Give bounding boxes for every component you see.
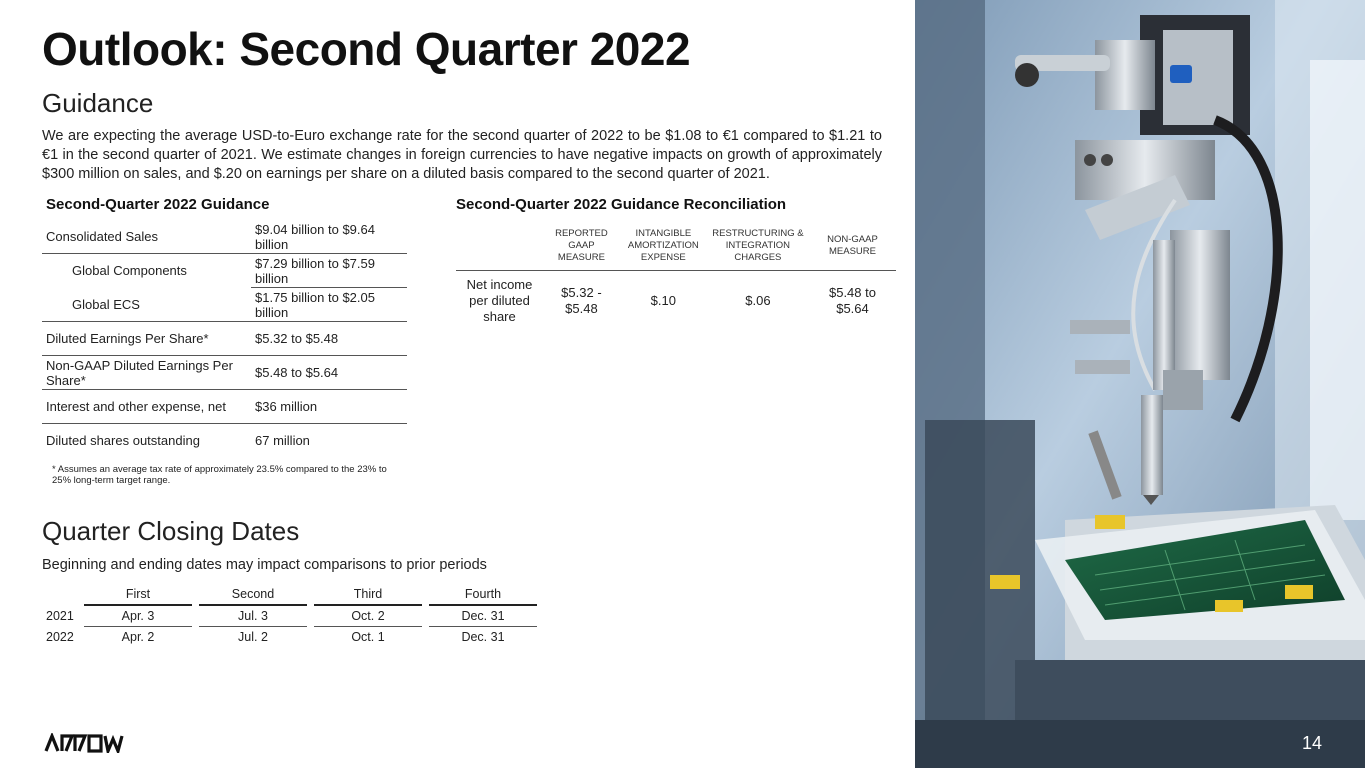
date-cell: Dec. 31	[429, 605, 537, 627]
guidance-heading: Guidance	[42, 88, 154, 118]
closing-heading: Quarter Closing Dates	[42, 516, 300, 546]
date-cell: Dec. 31	[461, 630, 505, 644]
date-cell: Apr. 2	[121, 630, 155, 644]
table-row	[456, 271, 896, 332]
guidance-paragraph: We are expecting the average USD-to-Euro exchange rate for the second quarter of 2022 to be $1.08 to €1 compared to $1.21 to €1 in the second quarter of 2021. We estimate changes in foreign currencies to have negative impacts on growth of approximately $300 million on sales, and $.20 on earnings per share on a diluted basis compared to the second quarter of 2021.	[42, 128, 882, 182]
row-value: $5.32 to $5.48	[251, 322, 407, 356]
guidance-table-title: Second-Quarter 2022 Guidance	[46, 196, 270, 213]
arrow-logo	[44, 733, 130, 753]
date-cell: Jul. 3	[199, 605, 307, 627]
non-gaap-value: $5.48 to $5.64	[828, 285, 876, 316]
col-first: First	[84, 584, 192, 605]
hero-photo	[915, 0, 1365, 768]
row-value: 67 million	[255, 433, 310, 448]
header-reported-gaap: REPORTED GAAP MEASURE	[543, 226, 620, 271]
row-label: Diluted Earnings Per Share*	[42, 322, 251, 356]
table-header-row	[456, 226, 896, 271]
row-label: Global Components	[72, 263, 187, 279]
guidance-table	[42, 220, 407, 457]
year-label: 2022	[46, 629, 74, 644]
reconciliation-table	[456, 226, 896, 331]
table-row	[42, 288, 407, 322]
year-label: 2021	[46, 608, 74, 623]
header-empty	[456, 226, 543, 271]
table-row	[42, 605, 537, 627]
header-non-gaap: NON-GAAP MEASURE	[809, 226, 896, 271]
col-third: Third	[314, 584, 422, 605]
table-row	[42, 356, 407, 390]
footnote: * Assumes an average tax rate of approximately 23.5% compared to the 23% to 25% long-term target range.	[52, 464, 387, 486]
table-row	[42, 254, 407, 288]
page-number: 14	[1302, 733, 1323, 753]
row-value: $36 million	[251, 390, 407, 424]
header-empty	[42, 584, 84, 605]
row-value: $9.04 billion to $9.64 billion	[251, 220, 407, 254]
table-row	[42, 390, 407, 424]
restructuring-value: $.06	[745, 293, 771, 308]
row-label: Non-GAAP Diluted Earnings Per Share*	[42, 356, 251, 390]
header-intangible-amortization: INTANGIBLE AMORTIZATION EXPENSE	[620, 226, 707, 271]
row-label: Interest and other expense, net	[42, 390, 251, 424]
page-title: Outlook: Second Quarter 2022	[42, 23, 691, 75]
date-cell: Oct. 2	[314, 605, 422, 627]
col-second: Second	[199, 584, 307, 605]
header-restructuring: RESTRUCTURING & INTEGRATION CHARGES	[707, 226, 809, 271]
date-cell: Oct. 1	[351, 630, 385, 644]
reconciliation-title: Second-Quarter 2022 Guidance Reconciliation	[456, 196, 787, 213]
closing-dates-table	[42, 584, 537, 647]
date-cell: Jul. 2	[238, 630, 268, 644]
reported-gaap-value: $5.32 - $5.48	[561, 285, 602, 316]
row-value: $5.48 to $5.64	[251, 356, 407, 390]
date-cell: Apr. 3	[84, 605, 192, 627]
col-fourth: Fourth	[429, 584, 537, 605]
row-label: Net income per diluted share	[466, 277, 533, 324]
row-label: Global ECS	[42, 288, 251, 322]
table-row	[42, 627, 537, 648]
table-header-row	[42, 584, 537, 605]
intangible-value: $.10	[650, 293, 676, 308]
row-label: Consolidated Sales	[42, 220, 251, 254]
row-value: $1.75 billion to $2.05 billion	[251, 288, 407, 322]
closing-subtitle: Beginning and ending dates may impact comparisons to prior periods	[42, 557, 487, 573]
table-row	[42, 220, 407, 254]
table-row	[42, 424, 407, 458]
row-label: Diluted shares outstanding	[46, 433, 200, 448]
row-value: $7.29 billion to $7.59 billion	[251, 254, 407, 288]
table-row	[42, 322, 407, 356]
